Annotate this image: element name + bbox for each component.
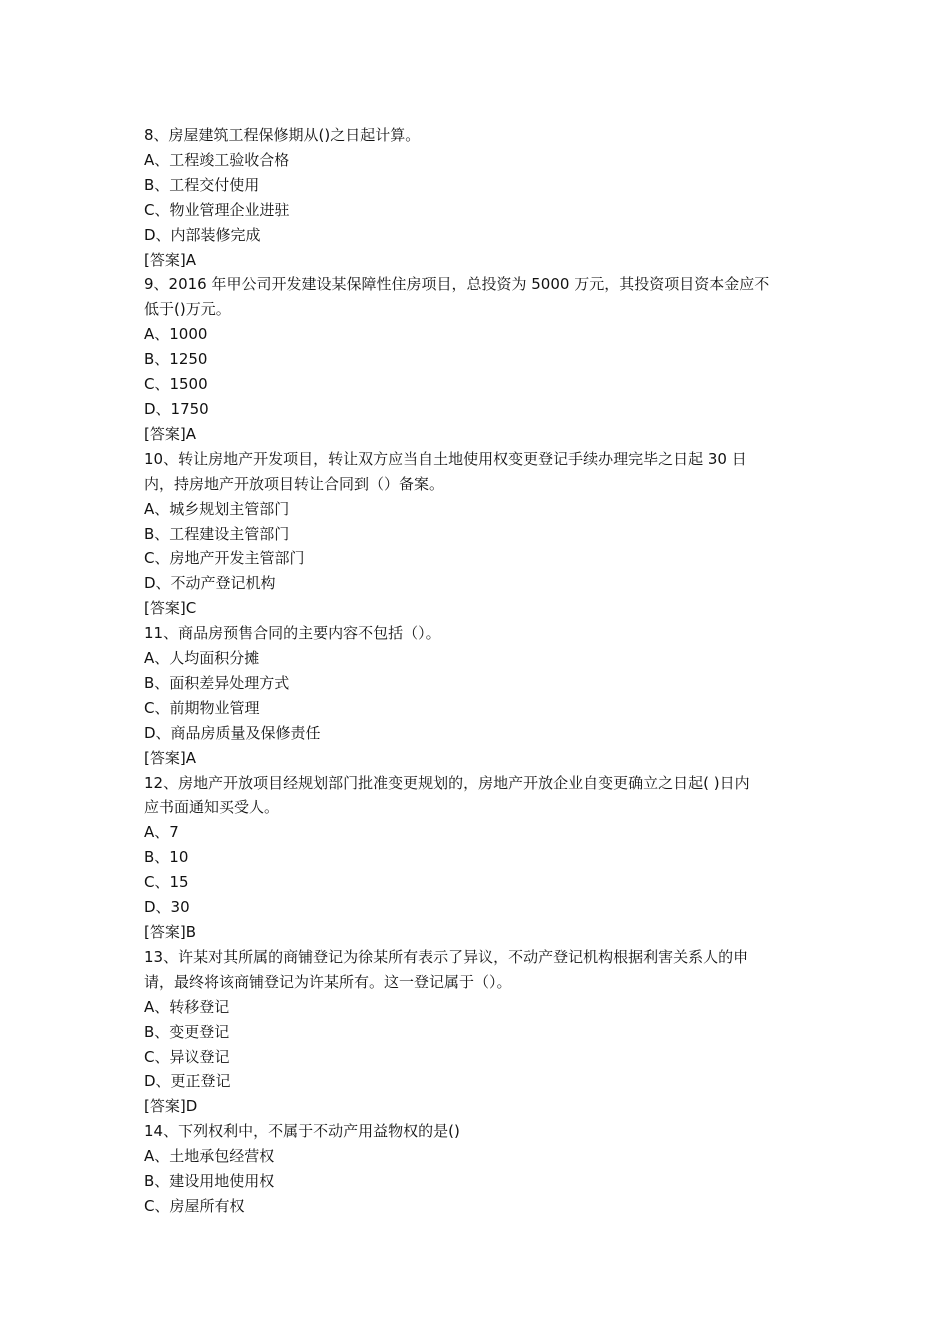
question-13-line-2: 请，最终将该商铺登记为许某所有。这一登记属于（）。 [144,972,512,991]
question-12-option-a: A、7 [144,823,179,842]
question-8-option-b: B、工程交付使用 [144,175,260,194]
question-10-answer: [答案]C [144,599,197,618]
question-10-option-a: A、城乡规划主管部门 [144,499,290,518]
question-11-option-a: A、人均面积分摊 [144,649,260,668]
question-14: 14、下列权利中，不属于不动产用益物权的是() [144,1122,460,1141]
question-9-option-d: D、1750 [144,399,209,418]
question-11-option-c: C、前期物业管理 [144,698,260,717]
question-13-option-c: C、异议登记 [144,1047,230,1066]
question-12-option-b: B、10 [144,848,189,867]
question-13-answer: [答案]D [144,1097,198,1116]
question-12-option-c: C、15 [144,873,189,892]
question-10-option-c: C、房地产开发主管部门 [144,549,305,568]
question-14-option-a: A、土地承包经营权 [144,1147,275,1166]
question-9-line-1: 9、2016 年甲公司开发建设某保障性住房项目，总投资为 5000 万元，其投资项目资本金应不 [144,275,770,294]
question-13-option-b: B、变更登记 [144,1022,230,1041]
question-9-answer: [答案]A [144,424,196,443]
question-12-answer: [答案]B [144,923,196,941]
question-8-answer: [答案]A [144,250,196,269]
question-11: 11、商品房预售合同的主要内容不包括（）。 [144,624,441,643]
question-10-line-1: 10、转让房地产开发项目，转让双方应当自土地使用权变更登记手续办理完毕之日起 30 日 [144,449,747,468]
document-body [144,123,810,1219]
question-8: 8、房屋建筑工程保修期从()之日起计算。 [144,126,421,144]
question-13-line-1: 13、许某对其所属的商铺登记为徐某所有表示了异议，不动产登记机构根据利害关系人的申 [144,947,749,966]
question-14-option-b: B、建设用地使用权 [144,1172,275,1191]
question-12-line-1: 12、房地产开放项目经规划部门批准变更规划的，房地产开放企业自变更确立之日起( )日内 [144,773,750,792]
question-9-option-c: C、1500 [144,375,208,394]
question-10-option-b: B、工程建设主管部门 [144,524,290,543]
question-10-option-d: D、不动产登记机构 [144,574,276,593]
question-14-option-c: C、房屋所有权 [144,1196,245,1215]
question-8-option-d: D、内部装修完成 [144,225,261,244]
question-10-line-2: 内，持房地产开放项目转让合同到（）备案。 [144,474,445,493]
question-12-line-2: 应书面通知买受人。 [144,798,280,817]
question-13-option-d: D、更正登记 [144,1072,231,1091]
question-9-line-2: 低于()万元。 [144,300,231,319]
question-12-option-d: D、30 [144,898,190,917]
question-11-answer: [答案]A [144,748,196,767]
question-13-option-a: A、转移登记 [144,997,230,1016]
question-11-option-d: D、商品房质量及保修责任 [144,723,321,742]
question-11-option-b: B、面积差异处理方式 [144,673,290,692]
question-9-option-a: A、1000 [144,325,208,344]
question-9-option-b: B、1250 [144,350,208,369]
question-8-option-a: A、工程竣工验收合格 [144,150,290,169]
question-8-option-c: C、物业管理企业进驻 [144,200,290,219]
